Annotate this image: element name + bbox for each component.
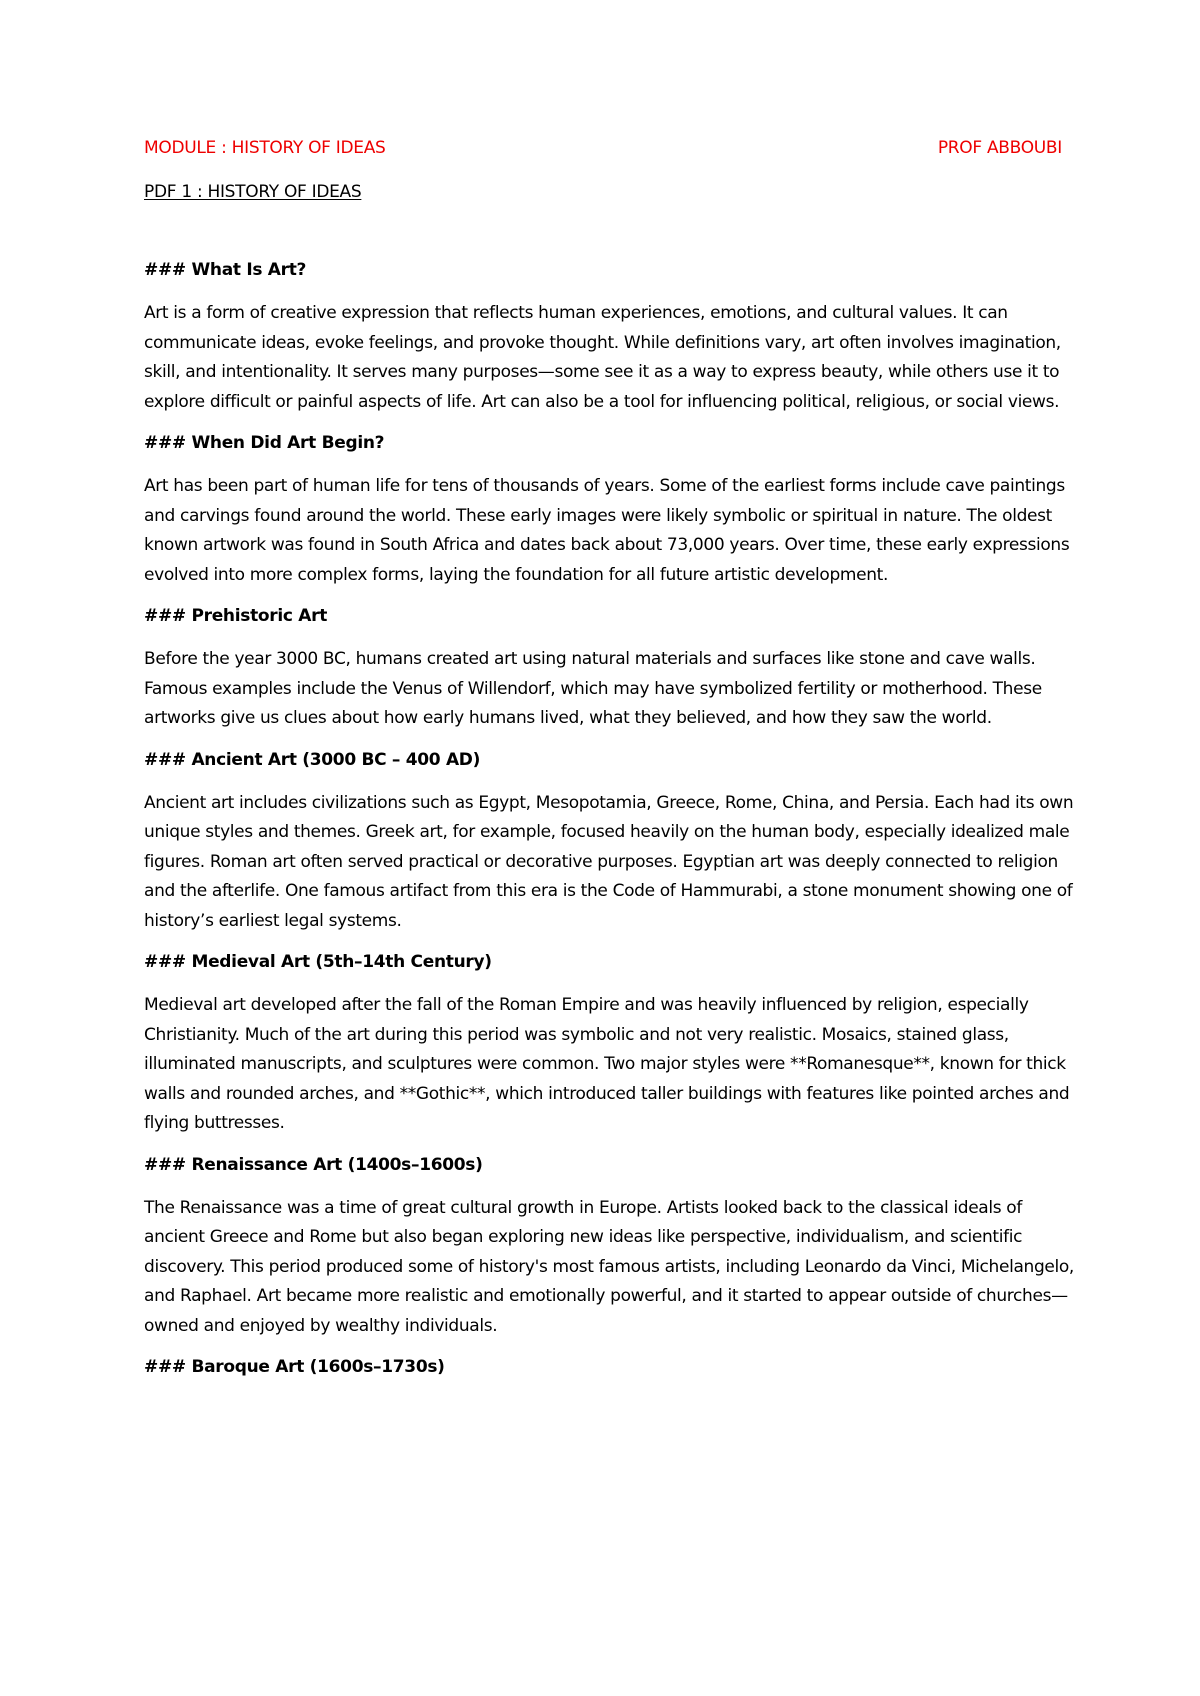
section-body: Medieval art developed after the fall of the Roman Empire and was heavily influenced by religion, especially Christianity. Much of the art during this period was symbolic and not very realistic. Mosaics, stained glass, illuminated manuscripts, and sculptures were common. Two major styles were **Romanesque**, known for thick walls and rounded arches, and **Gothic**, which introduced taller buildings with features like pointed arches and flying buttresses. — [144, 995, 1070, 1133]
module-title: MODULE : HISTORY OF IDEAS — [144, 138, 386, 158]
section-renaissance-art — [144, 1153, 1080, 1342]
section-body: Before the year 3000 BC, humans created art using natural materials and surfaces like stone and cave walls. Famous examples include the Venus of Willendorf, which may have symbolized fertility or motherhood. These artworks give us clues about how early humans lived, what they believed, and how they saw the world. — [144, 649, 1042, 728]
section-heading: ### Baroque Art (1600s–1730s) — [144, 1357, 445, 1377]
section-body: Art is a form of creative expression that reflects human experiences, emotions, and cultural values. It can communicate ideas, evoke feelings, and provoke thought. While definitions vary, art often involves imagination, skill, and intentionality. It serves many purposes—some see it as a way to express beauty, while others use it to explore difficult or painful aspects of life. Art can also be a tool for influencing political, religious, or social views. — [144, 303, 1061, 412]
section-heading: ### When Did Art Begin? — [144, 433, 385, 453]
section-prehistoric-art — [144, 604, 1080, 734]
section-heading: ### Ancient Art (3000 BC – 400 AD) — [144, 749, 481, 770]
section-baroque-art — [144, 1355, 1080, 1379]
section-body: The Renaissance was a time of great cultural growth in Europe. Artists looked back to the classical ideals of ancient Greece and Rome but also began exploring new ideas like perspective, individualism, and scientific discovery. This period produced some of history's most famous artists, including Leonardo da Vinci, Michelangelo, and Raphael. Art became more realistic and emotionally powerful, and it started to appear outside of churches—owned and enjoyed by wealthy individuals. — [144, 1197, 1074, 1336]
professor-name: PROF ABBOUBI — [937, 138, 1062, 158]
pdf-title: PDF 1 : HISTORY OF IDEAS — [144, 182, 362, 202]
section-when-did-art-begin — [144, 431, 1080, 590]
section-what-is-art — [144, 258, 1080, 417]
section-heading: ### What Is Art? — [144, 260, 307, 280]
document-page — [144, 138, 1080, 1396]
section-heading: ### Prehistoric Art — [144, 606, 328, 626]
section-ancient-art — [144, 748, 1080, 937]
document-header — [144, 138, 1080, 162]
section-body: Ancient art includes civilizations such as Egypt, Mesopotamia, Greece, Rome, China, and Persia. Each had its own unique styles and themes. Greek art, for example, focused heavily on the human body, especially idealized male figures. Roman art often served practical or decorative purposes. Egyptian art was deeply connected to religion and the afterlife. One famous artifact from this era is the Code of Hammurabi, a stone monument showing one of history’s earliest legal systems. — [144, 792, 1074, 931]
section-medieval-art — [144, 950, 1080, 1139]
section-heading: ### Medieval Art (5th–14th Century) — [144, 952, 492, 972]
section-body: Art has been part of human life for tens of thousands of years. Some of the earliest forms include cave paintings and carvings found around the world. These early images were likely symbolic or spiritual in nature. The oldest known artwork was found in South Africa and dates back about 73,000 years. Over time, these early expressions evolved into more complex forms, laying the foundation for all future artistic development. — [144, 476, 1070, 585]
document-content — [144, 258, 1080, 1379]
section-heading: ### Renaissance Art (1400s–1600s) — [144, 1154, 483, 1175]
